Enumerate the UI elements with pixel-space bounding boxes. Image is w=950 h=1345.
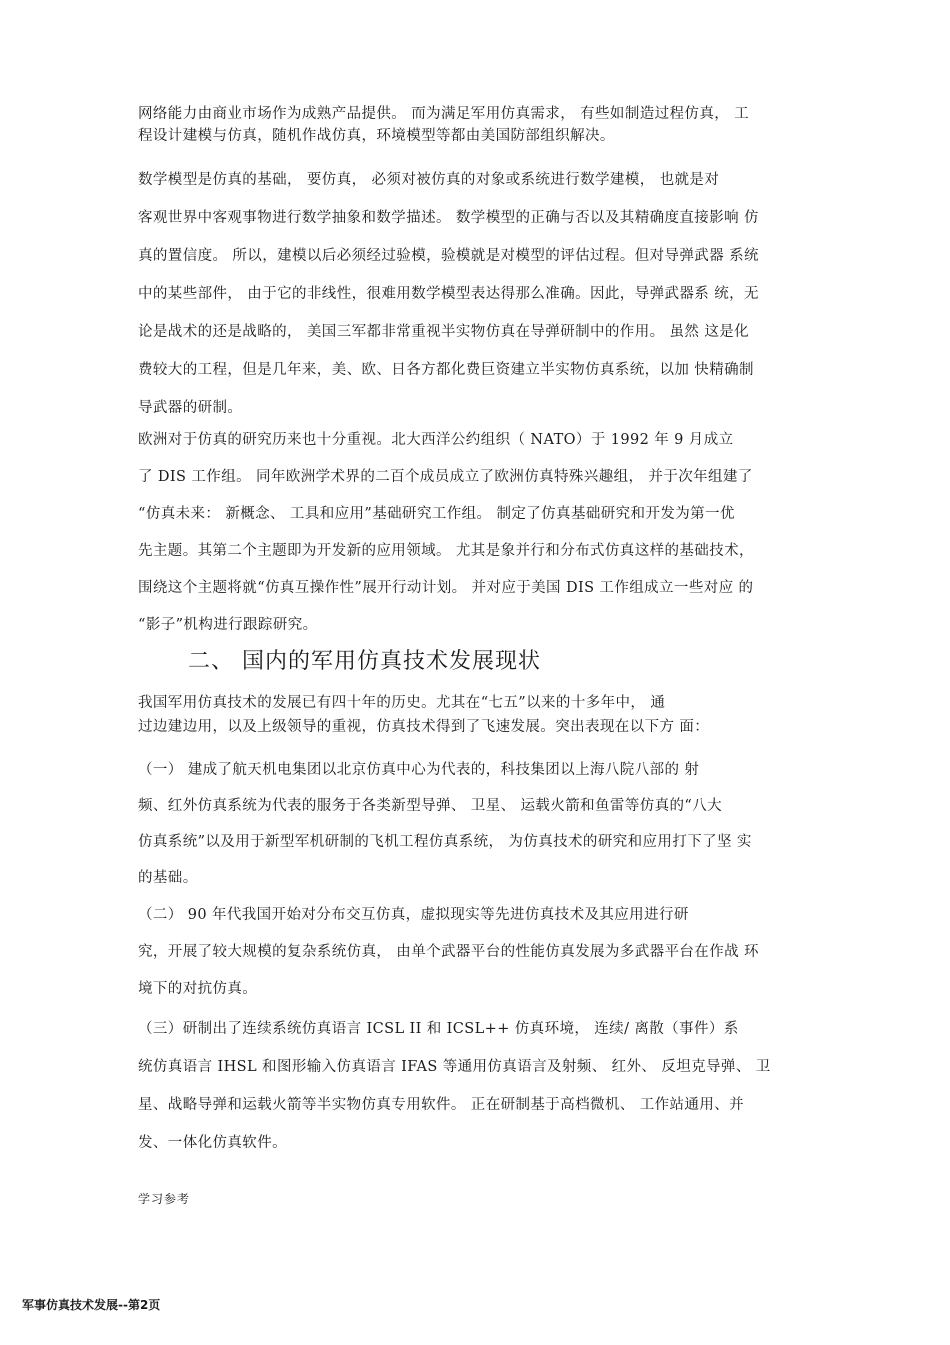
text-line: 客观世界中客观事物进行数学抽象和数学描述。 数学模型的正确与否以及其精确度直接影响 仿 <box>138 210 759 226</box>
text-line: 真的置信度。 所以，建模以后必须经过验模，验模就是对模型的评估过程。但对导弹武器 系统 <box>138 248 759 264</box>
paragraph <box>138 897 818 1008</box>
text-line: 程设计建模与仿真，随机作战仿真，环境模型等都由美国防部组织解决。 <box>138 128 615 144</box>
text-line: 境下的对抗仿真。 <box>138 981 258 997</box>
text-line: 欧洲对于仿真的研究历来也十分重视。北大西洋公约组织（ NATO）于 1992 年 9 月成立 <box>138 432 734 448</box>
section-heading: 二、 国内的军用仿真技术发展现状 <box>188 649 541 674</box>
text-line: 的基础。 <box>138 870 198 886</box>
text-line: 我国军用仿真技术的发展已有四十年的历史。尤其在“七五”以来的十多年中， 通 <box>138 695 666 711</box>
text-line: 数学模型是仿真的基础， 要仿真， 必须对被仿真的对象或系统进行数学建模， 也就是对 <box>138 172 720 188</box>
text-line: 过边建边用，以及上级领导的重视，仿真技术得到了飞速发展。突出表现在以下方 面： <box>138 719 710 735</box>
text-line: 了 DIS 工作组。 同年欧洲学术界的二百个成员成立了欧洲仿真特殊兴趣组， 并于次年组建了 <box>138 469 753 485</box>
text-line: 究，开展了较大规模的复杂系统仿真， 由单个武器平台的性能仿真发展为多武器平台在作战 环 <box>138 944 759 960</box>
text-line: （三）研制出了连续系统仿真语言 ICSL II 和 ICSL++ 仿真环境， 连续/ 离散（事件）系 <box>138 1021 739 1037</box>
text-line: 围绕这个主题将就“仿真互操作性”展开行动计划。 并对应于美国 DIS 工作组成立一些对应 的 <box>138 580 754 596</box>
text-line: 中的某些部件， 由于它的非线性，很难用数学模型表达得那么准确。因此，导弹武器系 统，无 <box>138 286 759 302</box>
paragraph <box>138 422 818 644</box>
page-label: 军事仿真技术发展--第2页 <box>22 1298 161 1312</box>
text-line: 先主题。其第二个主题即为开发新的应用领域。 尤其是象并行和分布式仿真这样的基础技术， <box>138 543 754 559</box>
paragraph <box>138 691 818 739</box>
text-line: 网络能力由商业市场作为成熟产品提供。 而为满足军用仿真需求， 有些如制造过程仿真， 工 <box>138 106 750 122</box>
text-line: 星、战略导弹和运载火箭等半实物仿真专用软件。 正在研制基于高档微机、 工作站通用、并 <box>138 1097 745 1113</box>
text-line: 频、红外仿真系统为代表的服务于各类新型导弹、 卫星、 运载火箭和鱼雷等仿真的“八大 <box>138 798 723 814</box>
footer-note: 学习参考 <box>138 1192 191 1206</box>
text-line: 导武器的研制。 <box>138 400 243 416</box>
text-line: “影子”机构进行跟踪研究。 <box>138 617 318 633</box>
text-line: （一） 建成了航天机电集团以北京仿真中心为代表的，科技集团以上海八院八部的 射 <box>138 762 700 778</box>
paragraph <box>138 1010 818 1162</box>
text-line: 仿真系统”以及用于新型军机研制的飞机工程仿真系统， 为仿真技术的研究和应用打下了坚 实 <box>138 834 752 850</box>
paragraph <box>138 752 818 896</box>
text-line: 发、一体化仿真软件。 <box>138 1135 287 1151</box>
paragraph <box>138 161 818 427</box>
paragraph <box>138 103 818 147</box>
text-line: （二） 90 年代我国开始对分布交互仿真，虚拟现实等先进仿真技术及其应用进行研 <box>138 907 689 923</box>
text-line: 统仿真语言 IHSL 和图形输入仿真语言 IFAS 等通用仿真语言及射频、 红外、 反坦克导弹、 卫 <box>138 1059 771 1075</box>
text-line: 论是战术的还是战略的， 美国三军都非常重视半实物仿真在导弹研制中的作用。 虽然 这是化 <box>138 324 750 340</box>
text-line: 费较大的工程，但是几年来，美、欧、日各方都化费巨资建立半实物仿真系统，以加 快精确制 <box>138 362 754 378</box>
text-line: “仿真未来： 新概念、 工具和应用”基础研究工作组。 制定了仿真基础研究和开发为第一优 <box>138 506 735 522</box>
